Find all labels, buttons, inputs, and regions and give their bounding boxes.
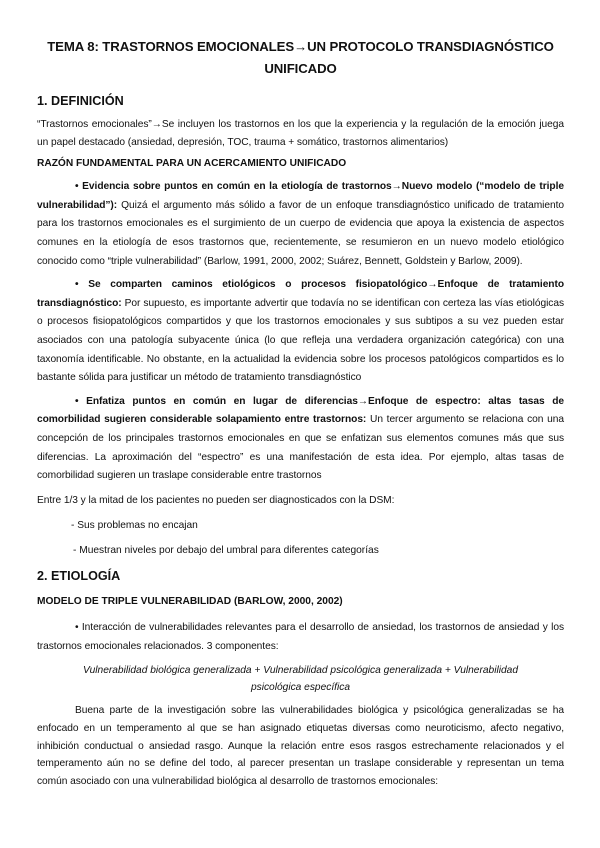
bullet-evidencia-bold: • Evidencia sobre puntos en común en la etiología de trastornos→Nuevo modelo (“modelo de triple vulnerabilidad”): (37, 181, 564, 211)
section-heading-definicion: 1. DEFINICIÓN (37, 94, 124, 108)
buena-parte-paragraph: Buena parte de la investigación sobre las vulnerabilidades biológica y psicológica generalizadas se ha enfocado en un temperamento al que se han asignado etiquetas diversas como neuroticismo, afecto negativo, inhibición conductual o ansiedad rasgo. Aunque la relación entre esos rasgos estrechamente relacionados y el temperamento aún no se define del todo, al parecer presentan un traslape considerable y representan un tema común asociado con una vulnerabilidad biológica al desarrollo de trastornos emocionales: (37, 705, 564, 787)
dash-item-1: - Sus problemas no encajan (71, 520, 198, 532)
bullet-evidencia (37, 178, 564, 271)
definition-paragraph: “Trastornos emocionales”→Se incluyen los trastornos en los que la experiencia y la regulación de la emoción juega un papel destacado (ansiedad, depresión, TOC, trauma + somático, trastornos alimentarios) (37, 119, 564, 148)
formula-line: Vulnerabilidad biológica generalizada + Vulnerabilidad psicológica generalizada + Vulnerabilidad psicológica específica (83, 665, 518, 694)
bullet-caminos-text: Por supuesto, es importante advertir que todavía no se identifican con certeza las vías etiológicas o procesos fisiopatológicos compartidos y que los trastornos emocionales y sus subtipos a su vez pueden estar asociados con una patología subyacente única (lo que refleja una verdadera organización categórica) con una taxonomía identificable. No obstante, en la actualidad la evidencia sobre los procesos patológicos compartidos es lo bastante sólida para justificar un método de tratamiento transdiagnóstico (37, 297, 564, 384)
section-heading-etiologia: 2. ETIOLOGÍA (37, 569, 121, 584)
entre-paragraph: Entre 1/3 y la mitad de los pacientes no pueden ser diagnosticados con la DSM: (37, 494, 395, 506)
bullet-caminos-bold: • Se comparten caminos etiológicos o procesos fisiopatológico→Enfoque de tratamiento transdiagnóstico: (37, 279, 564, 309)
subheading-modelo: MODELO DE TRIPLE VULNERABILIDAD (BARLOW, 2000, 2002) (37, 596, 343, 608)
bullet-espectro (37, 393, 564, 486)
dash-item-2: - Muestran niveles por debajo del umbral para diferentes categorías (73, 545, 379, 557)
bullet-evidencia-text: Quizá el argumento más sólido a favor de un enfoque transdiagnóstico unificado de tratamiento para los trastornos emocionales es el surgimiento de un cuerpo de evidencia que apoya la existencia de aspectos comunes en la etiología de esos trastornos que, recientemente, se resumieron en un nuevo modelo etiológico conocido como “triple vulnerabilidad” (Barlow, 1991, 2000, 2002; Suárez, Bennett, Goldstein y Barlow, 2009). (37, 199, 564, 267)
bullet-interaccion: • Interacción de vulnerabilidades relevantes para el desarrollo de ansiedad, los trastornos de ansiedad y los trastornos emocionales relacionados. 3 componentes: (37, 622, 564, 652)
subheading-razon: RAZÓN FUNDAMENTAL PARA UN ACERCAMIENTO UNIFICADO (37, 158, 347, 170)
bullet-espectro-text: Un tercer argumento se relaciona con una concepción de los principales trastornos emocionales en que se enfatizan sus elementos comunes más que sus diferencias. La aproximación del “espectro” es una manifestación de esta idea. Por ejemplo, altas tasas de comorbilidad sugieren un traslape considerable entre trastornos (37, 414, 564, 482)
bullet-caminos (37, 276, 564, 388)
document-title: TEMA 8: TRASTORNOS EMOCIONALES→UN PROTOCOLO TRANSDIAGNÓSTICO UNIFICADO (47, 39, 554, 76)
bullet-espectro-bold: • Enfatiza puntos en común en lugar de diferencias→Enfoque de espectro: altas tasas de comorbilidad sugieren considerable solapamiento entre trastornos: (37, 395, 564, 426)
